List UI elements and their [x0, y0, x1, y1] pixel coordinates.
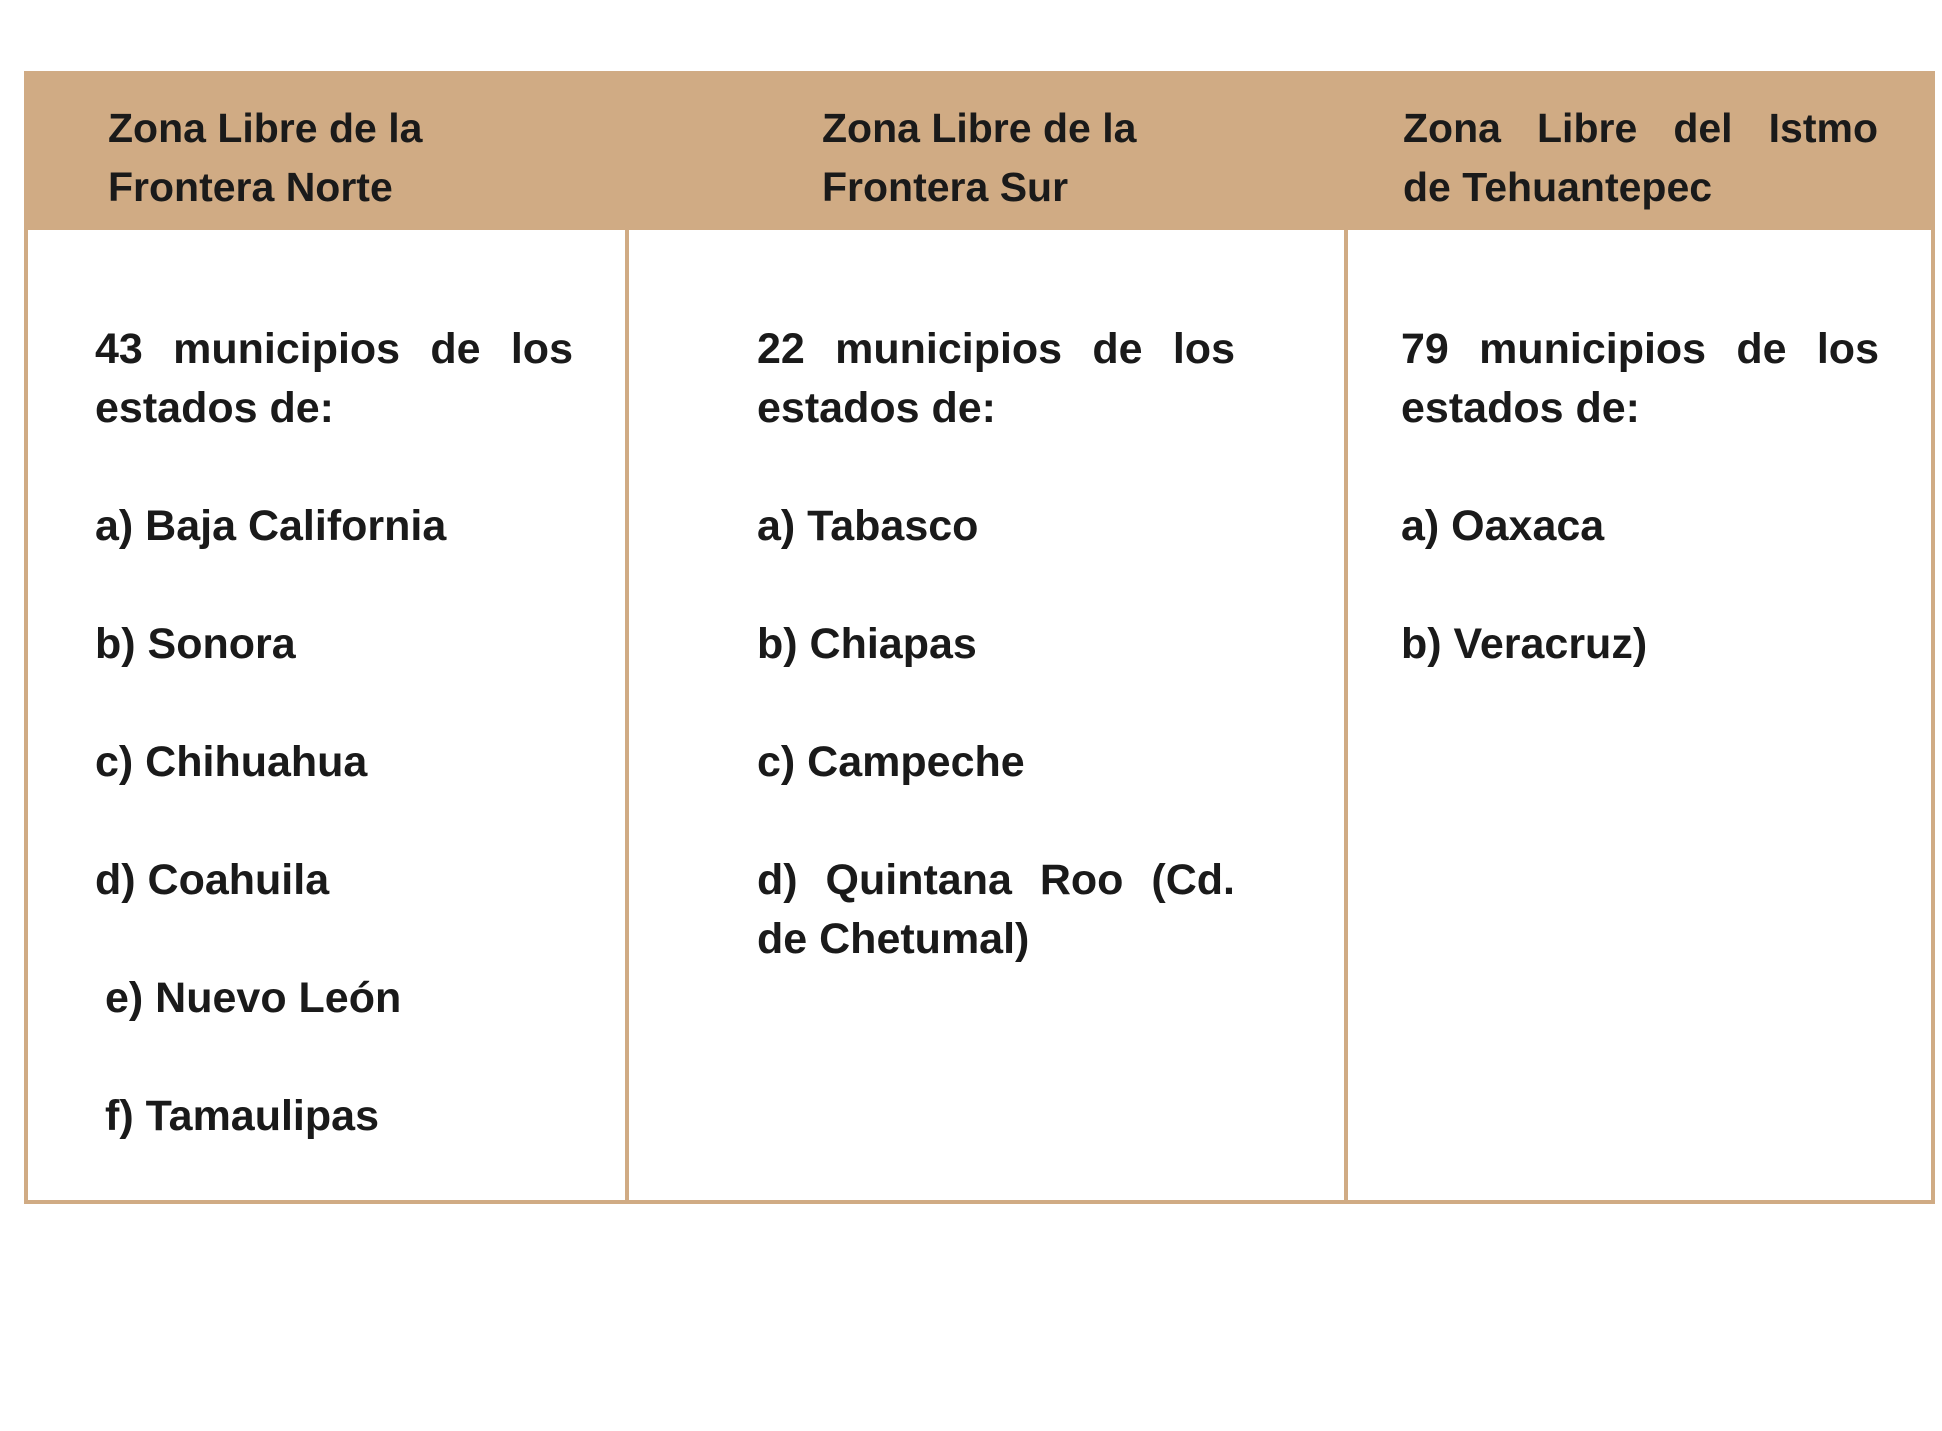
list-item-line: d) Quintana Roo (Cd.: [757, 856, 1235, 904]
header-line: de Tehuantepec: [1403, 164, 1713, 210]
list-item: a) Baja California: [95, 502, 447, 550]
header-line: Zona Libre de la: [822, 105, 1137, 151]
intro-text: estados de:: [95, 384, 334, 432]
state-list: [95, 497, 573, 1146]
column-frontera-norte: [28, 75, 625, 1200]
intro-text: 43 municipios de los: [95, 325, 573, 373]
state-list: [1401, 497, 1879, 674]
list-item: d) Coahuila: [95, 856, 330, 904]
list-item: a) Tabasco: [757, 502, 979, 550]
list-item: b) Sonora: [95, 620, 296, 668]
column-header: [108, 99, 422, 217]
header-line: Zona Libre de la: [108, 105, 423, 151]
zones-table: [24, 71, 1935, 1204]
list-item: [757, 851, 1235, 969]
list-item: f) Tamaulipas: [105, 1092, 379, 1140]
column-body: [757, 320, 1235, 969]
list-item: c) Chihuahua: [95, 738, 368, 786]
list-item: b) Veracruz): [1401, 620, 1648, 668]
column-frontera-sur: [629, 75, 1344, 1200]
header-line: Zona Libre del Istmo: [1403, 105, 1878, 151]
list-item: c) Campeche: [757, 738, 1025, 786]
column-header: [1403, 99, 1878, 217]
column-header: [822, 99, 1136, 217]
column-body: [1401, 320, 1879, 674]
list-item: b) Chiapas: [757, 620, 977, 668]
intro-text: estados de:: [1401, 384, 1640, 432]
header-line: Frontera Sur: [822, 164, 1069, 210]
list-item: a) Oaxaca: [1401, 502, 1605, 550]
column-body: [95, 320, 573, 1146]
list-item: e) Nuevo León: [105, 974, 402, 1022]
intro-text: 22 municipios de los: [757, 325, 1235, 373]
intro-text: estados de:: [757, 384, 996, 432]
state-list: [757, 497, 1235, 969]
intro-text: 79 municipios de los: [1401, 325, 1879, 373]
list-item-line: de Chetumal): [757, 915, 1030, 963]
column-istmo-tehuantepec: [1348, 75, 1931, 1200]
header-line: Frontera Norte: [108, 164, 393, 210]
